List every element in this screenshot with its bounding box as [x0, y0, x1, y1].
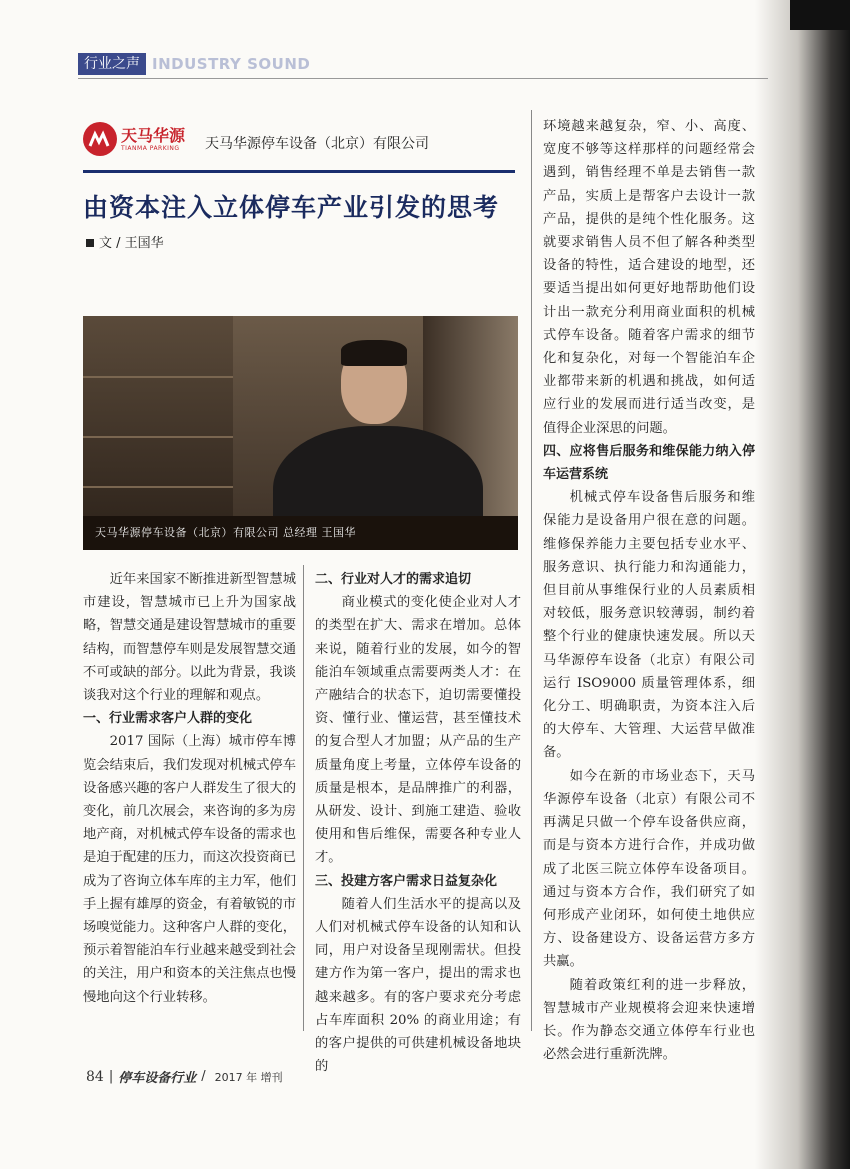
scan-corner: [790, 0, 850, 30]
header-divider: [78, 78, 768, 79]
section-header: [78, 53, 310, 75]
text-column-3: [543, 115, 755, 1066]
paragraph: 商业模式的变化使企业对人才的类型在扩大、需求在增加。总体来说，随着行业的发展，如今的智能泊车领域重点需要两类人才：在产融结合的状态下，迫切需要懂投资、懂行业、懂运营，甚至懂技术的复合型人才加盟；从产品的生产质量角度上考量，立体停车设备的质量是根本，是品牌推广的利器，从研发、设计、到施工建造、验收使用和售后维保，需要各种专业人才。: [315, 595, 521, 866]
article-title: 由资本注入立体停车产业引发的思考: [83, 193, 500, 222]
bullet-square-icon: [86, 239, 94, 247]
issue-label: 2017 年 增刊: [214, 1070, 283, 1084]
paragraph: 近年来国家不断推进新型智慧城市建设，智慧城市已上升为国家战略，智慧交通是建设智慧城市的重要结构，而智慧停车则是发展智慧交通不可或缺的部分。以此为背景，我谈谈我对这个行业的理解和观点。: [83, 572, 296, 704]
paragraph: 2017 国际（上海）城市停车博览会结束后，我们发现对机械式停车设备感兴趣的客户人群发生了很大的变化，前几次展会，来咨询的多为房地产商，对机械式停车设备的需求也是迫于配建的压力，而这次投资商已成为了咨询立体车库的主力军，他们手上握有雄厚的资金，有着敏锐的市场嗅觉能力。这种客户人群的变化，预示着智能泊车行业越来越受到社会的关注，用户和资本的关注焦点也慢慢地向这个行业转移。: [83, 734, 296, 1005]
paragraph: 环境越来越复杂，窄、小、高度、宽度不够等这样那样的问题经常会遇到，销售经理不单是去销售一款产品，实质上是帮客户去设计一款产品，提供的是纯个性化服务。这就要求销售人员不但了解各种类型设备的特性，适合建设的地型，还要适当提出如何更好地帮助他们设计出一款充分利用商业面积的机械式停车设备。随着客户需求的细节化和复杂化，对每一个智能泊车企业都带来新的机遇和挑战，如何适应行业的发展而进行适当改变，是值得企业深思的问题。: [543, 119, 755, 436]
page-footer: 84 | 停车设备行业 / 2017 年 增刊: [86, 1068, 283, 1086]
company-logo: [83, 122, 185, 156]
magazine-name: 停车设备行业: [118, 1071, 197, 1086]
section-heading: 一、行业需求客户人群的变化: [83, 711, 253, 727]
logo-text-en: TIANMA PARKING: [121, 144, 180, 152]
paragraph: 随着人们生活水平的提高以及人们对机械式停车设备的认知和认同，用户对设备呈现刚需状。但投建方作为第一客户，提出的需求也越来越多。有的客户要求充分考虑占车库面积 20% 的商业用途；有的客户提供的可供建机械设备地块的: [315, 896, 521, 1075]
logo-text-cn: 天马华源: [121, 125, 186, 145]
section-label: 行业之声: [78, 53, 146, 75]
section-heading: 三、投建方客户需求日益复杂化: [315, 873, 498, 889]
portrait-photo: [83, 316, 518, 550]
tianma-logo-icon: [83, 122, 117, 156]
text-column-1: [83, 568, 296, 1009]
photo-caption: 天马华源停车设备（北京）有限公司 总经理 王国华: [95, 526, 356, 539]
paragraph: 机械式停车设备售后服务和维保能力是设备用户很在意的问题。维修保养能力主要包括专业水平、服务意识、执行能力和沟通能力，但目前从事维保行业的人员素质相对较低，服务意识较薄弱，制约着整个行业的健康快速发展。所以天马华源停车设备（北京）有限公司运行 ISO9000 质量管理体系，细化分工、明确职责，为资本注入后的大停车、大管理、大运营早做准备。: [543, 490, 755, 761]
page-number: 84: [86, 1068, 104, 1085]
bookshelf: [83, 316, 233, 550]
author-text: 文 / 王国华: [99, 236, 164, 251]
title-divider: [83, 170, 515, 173]
column-divider: [531, 110, 532, 1031]
section-heading: 二、行业对人才的需求追切: [315, 572, 472, 587]
section-label-en: INDUSTRY SOUND: [152, 55, 311, 73]
company-name: 天马华源停车设备（北京）有限公司: [205, 136, 429, 152]
article-author: [86, 232, 164, 251]
paragraph: 如今在新的市场业态下，天马华源停车设备（北京）有限公司不再满足只做一个停车设备供应商，而是与资本方进行合作，并成功做成了北医三院立体停车设备项目。通过与资本方合作，我们研究了如何形成产业闭环，如何使土地供应方、设备建设方、设备运营方多方共赢。: [543, 768, 755, 970]
paragraph: 随着政策红利的进一步释放，智慧城市产业规模将会迎来快速增长。作为静态交通立体停车行业也必然会进行重新洗牌。: [543, 977, 755, 1063]
section-heading: 四、应将售后服务和维保能力纳入停车运营系统: [543, 443, 755, 483]
column-divider: [303, 565, 304, 1031]
scan-shadow-edge: [755, 0, 850, 1169]
text-column-2: [315, 568, 521, 1078]
